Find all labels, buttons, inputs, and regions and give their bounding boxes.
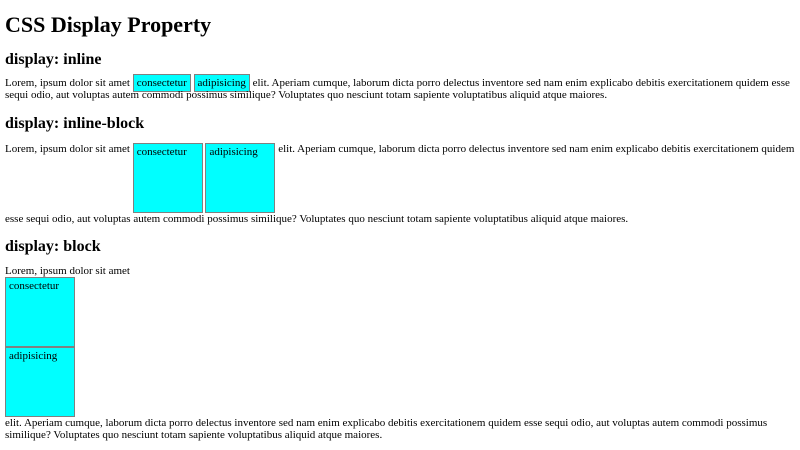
section-heading-inline: display: inline xyxy=(5,51,102,68)
text-after: elit. Aperiam cumque, laborum dicta porro delectus inventore sed nam enim explicabo debitis exercitationem quidem esse sequi odio, aut voluptas autem commodi possimus similique? Voluptates quo nesciunt totam sapiente voluptatibus aliquid atque maiores. xyxy=(5,417,768,441)
box-consectetur: consectetur xyxy=(133,143,203,213)
section-heading-inline-block: display: inline-block xyxy=(5,115,145,132)
text-after: elit. Aperiam cumque, laborum dicta porro delectus inventore sed nam enim explicabo debitis exercitationem quidem esse sequi odio, aut voluptas autem commodi possimus similique? Voluptates quo nesciunt totam sapiente voluptatibus aliquid atque maiores. xyxy=(5,143,795,225)
page-title: CSS Display Property xyxy=(5,12,212,37)
text-before: Lorem, ipsum dolor sit amet xyxy=(5,77,130,89)
text-after: elit. Aperiam cumque, laborum dicta porro delectus inventore sed nam enim explicabo debitis exercitationem quidem esse sequi odio, aut voluptas autem commodi possimus similique? Voluptates quo nesciunt totam sapiente voluptatibus aliquid atque maiores. xyxy=(5,77,790,101)
paragraph-inline xyxy=(5,77,795,101)
box-consectetur: consectetur xyxy=(5,277,75,347)
box-adipisicing: adipisicing xyxy=(5,347,75,417)
text-before: Lorem, ipsum dolor sit amet xyxy=(5,265,130,277)
box-consectetur: consectetur xyxy=(133,74,191,92)
box-adipisicing: adipisicing xyxy=(205,143,275,213)
paragraph-inline-block xyxy=(5,143,795,225)
section-heading-block: display: block xyxy=(5,238,101,255)
box-adipisicing: adipisicing xyxy=(194,74,250,92)
text-before: Lorem, ipsum dolor sit amet xyxy=(5,143,130,155)
paragraph-block xyxy=(5,265,795,441)
